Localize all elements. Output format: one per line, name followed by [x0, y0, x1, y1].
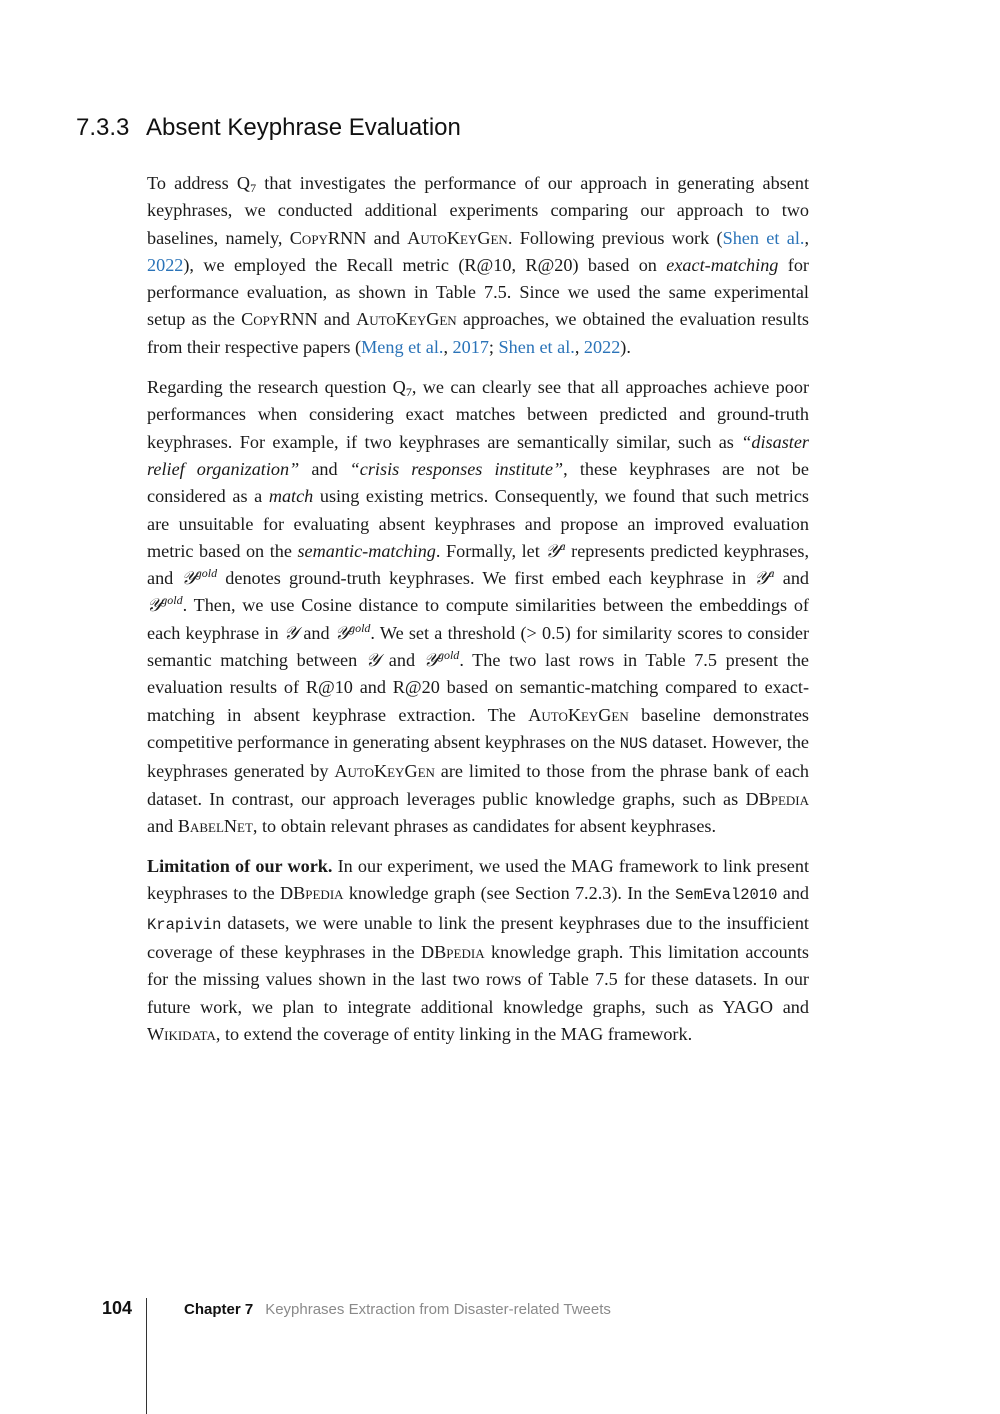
text-run: and: [299, 458, 350, 479]
paragraph-lead: Limitation of our work.: [147, 856, 333, 877]
text-run: , to obtain relevant phrases as candidates for absent keyphrases.: [252, 815, 717, 836]
footer-divider: [146, 1298, 147, 1414]
text-run: ;: [488, 336, 499, 357]
kg-name-wikidata: Wikidata: [147, 1023, 216, 1044]
text-run: knowledge graph. This limitation accounts for the missing values shown in the last two rows of Table 7.5 for these datasets. In our future work, we plan to integrate additional knowledge graphs, such as YAGO and: [147, 942, 809, 1017]
citation-link-meng[interactable]: Meng et al.: [361, 336, 444, 357]
kg-name-dbpedia: DBpedia: [280, 883, 344, 904]
text-run: are limited to those from the phrase bank of each dataset. In contrast, our approach leverages public knowledge graphs, such as: [147, 761, 809, 809]
text-run: . We set a threshold (> 0.5) for similarity scores to consider semantic matching between: [147, 622, 810, 671]
math-symbol: 𝒴: [147, 595, 162, 617]
text-run: , we can clearly see that all approaches achieve poor performances when considering exact matches between predicted and ground-truth keyphrases. For example, if two keyphrases are semantically similar, such as: [147, 377, 810, 452]
text-run: In our experiment, we used the MAG framework to link present keyphrases to the: [147, 856, 810, 904]
emphasis: exact-matching: [666, 254, 779, 275]
text-run: and: [774, 568, 810, 589]
text-run: denotes ground-truth keyphrases. We first embed each keyphrase in: [217, 568, 755, 589]
citation-link-meng-year[interactable]: 2017: [452, 336, 489, 357]
section-heading: [76, 112, 461, 144]
kg-name-dbpedia: DBpedia: [421, 942, 485, 963]
method-name-autokeygen: AutoKeyGen: [356, 309, 457, 330]
text-run: . Then, we use Cosine distance to compute similarities between the embeddings of each keyphrase in: [147, 595, 809, 643]
text-run: Regarding the research question Q: [147, 377, 406, 398]
text-run: datasets, we were unable to link the present keyphrases due to the insufficient coverage of these keyphrases in the: [147, 912, 809, 963]
math-symbol: 𝒴: [545, 540, 560, 562]
math-symbol: 𝒴: [423, 650, 438, 672]
text-run: approaches, we obtained the evaluation results from their respective papers (: [147, 309, 810, 357]
text-run: ,: [804, 227, 809, 248]
text-run: . Formally, let: [435, 540, 546, 561]
subscript: 7: [405, 385, 412, 400]
text-run: and: [777, 883, 810, 904]
text-run: and: [380, 650, 424, 671]
text-run: and: [147, 815, 178, 836]
text-run: To address Q: [147, 173, 251, 193]
citation-link-shen-year[interactable]: 2022: [147, 254, 184, 275]
kg-name-babelnet: BabelNet: [177, 815, 253, 836]
superscript: gold: [349, 620, 371, 635]
superscript: a: [768, 566, 775, 581]
text-run: ).: [620, 336, 631, 357]
text-run: using existing metrics. Consequently, we found that such metrics are unsuitable for evaluating absent keyphrases and propose an improved evaluation metric based on the: [147, 486, 809, 561]
text-run: . Following previous work (: [507, 227, 723, 248]
text-run: baseline demonstrates competitive performance in generating absent keyphrases on the: [147, 704, 809, 752]
paragraph-3: [147, 853, 809, 1048]
math-symbol: 𝒴: [754, 568, 769, 590]
citation-link-shen[interactable]: Shen et al.: [722, 227, 805, 248]
dataset-name-semeval: SemEval2010: [675, 886, 778, 905]
text-run: knowledge graph (see Section 7.2.3). In the: [343, 883, 676, 904]
math-symbol: 𝒴: [334, 622, 350, 644]
method-name-autokeygen: AutoKeyGen: [334, 761, 435, 782]
section-title: Absent Keyphrase Evaluation: [146, 114, 461, 141]
citation-link-shen-year[interactable]: 2022: [583, 336, 621, 357]
text-run: and: [366, 227, 408, 248]
text-run: for performance evaluation, as shown in Table 7.5. Since we used the same experimental setup as the: [147, 254, 809, 330]
section-number: 7.3.3: [76, 114, 130, 141]
quoted-example: “disaster relief organization”: [147, 431, 809, 479]
text-run: dataset. However, the keyphrases generated by: [147, 731, 809, 782]
emphasis: match: [268, 486, 314, 507]
dataset-name-nus: NUS: [619, 734, 648, 753]
text-run: that investigates the performance of our approach in generating absent keyphrases, we conducted additional experiments comparing our approach to two baselines, namely,: [147, 173, 809, 248]
method-name-autokeygen: AutoKeyGen: [528, 704, 629, 725]
superscript: a: [559, 538, 566, 553]
math-symbol: 𝒴: [283, 622, 299, 644]
superscript: gold: [437, 648, 460, 663]
subscript: 7: [250, 181, 257, 195]
method-name-copyrnn: CopyRNN: [241, 309, 318, 330]
text-run: and: [298, 622, 335, 643]
citation-link-shen[interactable]: Shen et al.: [498, 336, 575, 357]
text-run: , these keyphrases are not be considered as a: [147, 458, 809, 507]
method-name-copyrnn: CopyRNN: [289, 227, 367, 248]
dataset-name-krapivin: Krapivin: [147, 915, 222, 934]
text-run: ), we employed the Recall metric (R@10, R@20) based on: [183, 254, 667, 275]
math-symbol: 𝒴: [181, 568, 196, 590]
text-run: ,: [574, 336, 584, 357]
chapter-title: Keyphrases Extraction from Disaster-related Tweets: [265, 1301, 611, 1318]
running-footer: [184, 1301, 611, 1318]
emphasis: semantic-matching: [297, 540, 436, 561]
text-run: ,: [443, 336, 453, 357]
text-run: . The two last rows in Table 7.5 present the evaluation results of R@10 and R@20 based on semantic-matching compared to exact-matching in absent keyphrase extraction. The: [147, 650, 809, 725]
kg-name-dbpedia: DBpedia: [745, 788, 809, 809]
text-run: and: [317, 309, 357, 330]
text-run: represents predicted keyphrases, and: [147, 540, 809, 589]
text-run: , to extend the coverage of entity linking in the MAG framework.: [215, 1023, 693, 1044]
superscript: gold: [195, 566, 218, 581]
chapter-label: Chapter 7: [184, 1301, 254, 1318]
math-symbol: 𝒴: [365, 650, 381, 672]
paragraph-1: [147, 170, 809, 361]
quoted-example: “crisis responses institute”: [349, 458, 564, 479]
page-number: 104: [101, 1298, 132, 1318]
paragraph-2: [147, 374, 809, 840]
method-name-autokeygen: AutoKeyGen: [407, 227, 508, 248]
superscript: gold: [161, 593, 183, 608]
body-text: [147, 170, 809, 1061]
